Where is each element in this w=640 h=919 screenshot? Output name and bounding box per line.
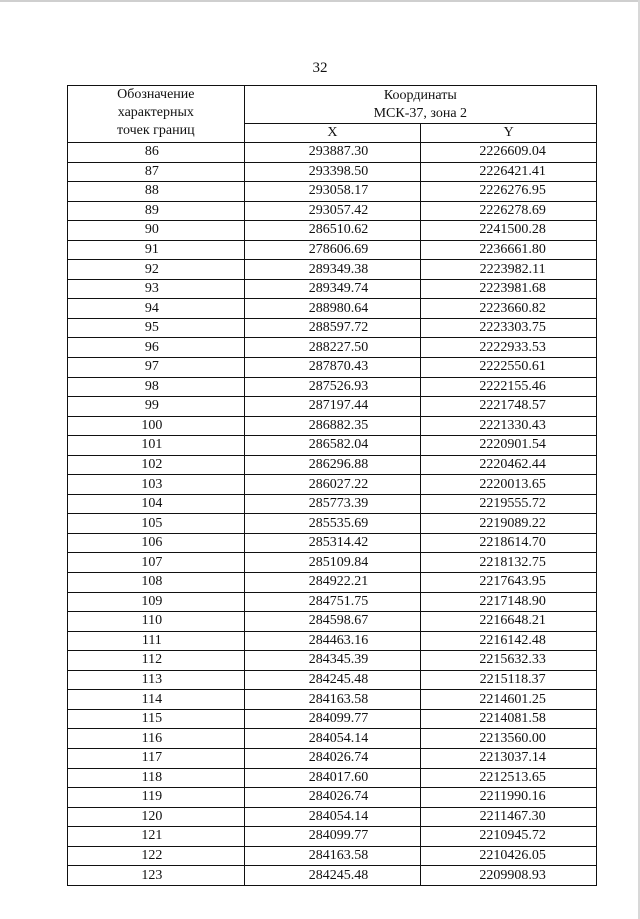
- point-cell: 118: [68, 768, 245, 788]
- coordinates-system: МСК-37, зона 2: [373, 105, 468, 121]
- coordinates-body: [68, 143, 597, 886]
- table-row: [68, 768, 597, 788]
- point-cell: 109: [68, 592, 245, 612]
- y-cell: 2219555.72: [421, 494, 597, 514]
- page-number: 32: [312, 60, 328, 76]
- x-cell: 284099.77: [244, 709, 421, 729]
- x-cell: 284026.74: [244, 748, 421, 768]
- table-row: [68, 260, 597, 280]
- point-cell: 97: [68, 358, 245, 378]
- x-cell: 284922.21: [244, 573, 421, 593]
- table-row: [68, 201, 597, 221]
- y-cell: 2226278.69: [421, 201, 597, 221]
- page-edge-top: [0, 0, 640, 2]
- table-row: [68, 397, 597, 417]
- y-cell: 2217643.95: [421, 573, 597, 593]
- x-cell: 284054.14: [244, 729, 421, 749]
- point-cell: 119: [68, 788, 245, 808]
- point-cell: 103: [68, 475, 245, 495]
- y-cell: 2218614.70: [421, 533, 597, 553]
- y-cell: 2216142.48: [421, 631, 597, 651]
- x-cell: 285109.84: [244, 553, 421, 573]
- y-cell: 2223982.11: [421, 260, 597, 280]
- table-row: [68, 573, 597, 593]
- table-row: [68, 162, 597, 182]
- point-cell: 121: [68, 827, 245, 847]
- table-row: [68, 846, 597, 866]
- table-row: [68, 866, 597, 886]
- point-cell: 120: [68, 807, 245, 827]
- x-cell: 288227.50: [244, 338, 421, 358]
- x-cell: 284163.58: [244, 690, 421, 710]
- point-cell: 116: [68, 729, 245, 749]
- point-column-header: [68, 86, 245, 143]
- x-cell: 293057.42: [244, 201, 421, 221]
- table-row: [68, 279, 597, 299]
- point-cell: 110: [68, 612, 245, 632]
- table-row: [68, 709, 597, 729]
- table-row: [68, 416, 597, 436]
- x-cell: 285535.69: [244, 514, 421, 534]
- y-cell: 2216648.21: [421, 612, 597, 632]
- y-cell: 2215632.33: [421, 651, 597, 671]
- point-header-line-2: характерных: [117, 105, 194, 120]
- table-row: [68, 436, 597, 456]
- point-cell: 95: [68, 318, 245, 338]
- table-row: [68, 494, 597, 514]
- x-cell: 285314.42: [244, 533, 421, 553]
- point-cell: 98: [68, 377, 245, 397]
- table-row: [68, 807, 597, 827]
- point-cell: 114: [68, 690, 245, 710]
- table-row: [68, 553, 597, 573]
- y-cell: 2217148.90: [421, 592, 597, 612]
- point-cell: 94: [68, 299, 245, 319]
- x-cell: 293398.50: [244, 162, 421, 182]
- y-cell: 2223660.82: [421, 299, 597, 319]
- point-cell: 108: [68, 573, 245, 593]
- table-row: [68, 690, 597, 710]
- point-cell: 93: [68, 279, 245, 299]
- y-cell: 2210426.05: [421, 846, 597, 866]
- table-row: [68, 182, 597, 202]
- y-cell: 2223981.68: [421, 279, 597, 299]
- coordinates-title: Координаты: [383, 87, 457, 103]
- x-cell: 289349.74: [244, 279, 421, 299]
- y-cell: 2222933.53: [421, 338, 597, 358]
- point-cell: 105: [68, 514, 245, 534]
- x-cell: 287197.44: [244, 397, 421, 417]
- x-cell: 286582.04: [244, 436, 421, 456]
- y-cell: 2214081.58: [421, 709, 597, 729]
- point-cell: 86: [68, 143, 245, 163]
- x-cell: 284598.67: [244, 612, 421, 632]
- point-cell: 123: [68, 866, 245, 886]
- table-row: [68, 729, 597, 749]
- coordinates-header: [244, 86, 596, 124]
- point-cell: 88: [68, 182, 245, 202]
- table-row: [68, 475, 597, 495]
- y-cell: 2222550.61: [421, 358, 597, 378]
- x-cell: 284054.14: [244, 807, 421, 827]
- point-cell: 91: [68, 240, 245, 260]
- table-row: [68, 748, 597, 768]
- point-cell: 113: [68, 670, 245, 690]
- table-row: [68, 318, 597, 338]
- point-cell: 112: [68, 651, 245, 671]
- point-cell: 87: [68, 162, 245, 182]
- x-cell: 286027.22: [244, 475, 421, 495]
- point-cell: 115: [68, 709, 245, 729]
- y-cell: 2226276.95: [421, 182, 597, 202]
- table-row: [68, 670, 597, 690]
- x-cell: 293058.17: [244, 182, 421, 202]
- table-row: [68, 455, 597, 475]
- point-cell: 104: [68, 494, 245, 514]
- x-cell: 293887.30: [244, 143, 421, 163]
- y-cell: 2213037.14: [421, 748, 597, 768]
- x-cell: 288597.72: [244, 318, 421, 338]
- y-cell: 2220462.44: [421, 455, 597, 475]
- table-row: [68, 651, 597, 671]
- y-cell: 2220013.65: [421, 475, 597, 495]
- y-cell: 2236661.80: [421, 240, 597, 260]
- x-cell: 286510.62: [244, 221, 421, 241]
- y-cell: 2220901.54: [421, 436, 597, 456]
- point-cell: 117: [68, 748, 245, 768]
- y-cell: 2209908.93: [421, 866, 597, 886]
- point-header-line-3: точек границ: [117, 123, 195, 138]
- y-cell: 2210945.72: [421, 827, 597, 847]
- y-cell: 2223303.75: [421, 318, 597, 338]
- point-cell: 101: [68, 436, 245, 456]
- y-column-header: Y: [421, 124, 597, 143]
- x-cell: 284751.75: [244, 592, 421, 612]
- table-row: [68, 533, 597, 553]
- x-cell: 289349.38: [244, 260, 421, 280]
- y-cell: 2226421.41: [421, 162, 597, 182]
- point-cell: 92: [68, 260, 245, 280]
- table-row: [68, 827, 597, 847]
- x-column-header: X: [244, 124, 421, 143]
- coordinates-table: [67, 85, 597, 886]
- y-cell: 2226609.04: [421, 143, 597, 163]
- table-row: [68, 240, 597, 260]
- table-row: [68, 299, 597, 319]
- x-cell: 287526.93: [244, 377, 421, 397]
- point-cell: 100: [68, 416, 245, 436]
- y-cell: 2214601.25: [421, 690, 597, 710]
- x-cell: 284099.77: [244, 827, 421, 847]
- point-header-line-1: Обозначение: [117, 87, 195, 102]
- table-row: [68, 631, 597, 651]
- y-cell: 2211990.16: [421, 788, 597, 808]
- x-cell: 286296.88: [244, 455, 421, 475]
- point-cell: 111: [68, 631, 245, 651]
- x-cell: 288980.64: [244, 299, 421, 319]
- table-row: [68, 377, 597, 397]
- y-cell: 2219089.22: [421, 514, 597, 534]
- point-cell: 106: [68, 533, 245, 553]
- table-row: [68, 612, 597, 632]
- y-cell: 2241500.28: [421, 221, 597, 241]
- point-cell: 90: [68, 221, 245, 241]
- point-cell: 102: [68, 455, 245, 475]
- point-cell: 89: [68, 201, 245, 221]
- x-cell: 284245.48: [244, 866, 421, 886]
- table-row: [68, 143, 597, 163]
- x-cell: 284026.74: [244, 788, 421, 808]
- x-cell: 287870.43: [244, 358, 421, 378]
- x-cell: 284463.16: [244, 631, 421, 651]
- x-cell: 284017.60: [244, 768, 421, 788]
- x-cell: 278606.69: [244, 240, 421, 260]
- table-row: [68, 592, 597, 612]
- point-cell: 122: [68, 846, 245, 866]
- table-row: [68, 338, 597, 358]
- x-cell: 284245.48: [244, 670, 421, 690]
- y-cell: 2221748.57: [421, 397, 597, 417]
- y-cell: 2221330.43: [421, 416, 597, 436]
- x-cell: 286882.35: [244, 416, 421, 436]
- table-row: [68, 514, 597, 534]
- table-row: [68, 221, 597, 241]
- table-row: [68, 788, 597, 808]
- y-cell: 2215118.37: [421, 670, 597, 690]
- x-cell: 285773.39: [244, 494, 421, 514]
- point-cell: 96: [68, 338, 245, 358]
- y-cell: 2212513.65: [421, 768, 597, 788]
- point-cell: 99: [68, 397, 245, 417]
- x-cell: 284163.58: [244, 846, 421, 866]
- y-cell: 2213560.00: [421, 729, 597, 749]
- x-cell: 284345.39: [244, 651, 421, 671]
- y-cell: 2218132.75: [421, 553, 597, 573]
- y-cell: 2211467.30: [421, 807, 597, 827]
- y-cell: 2222155.46: [421, 377, 597, 397]
- point-cell: 107: [68, 553, 245, 573]
- table-row: [68, 358, 597, 378]
